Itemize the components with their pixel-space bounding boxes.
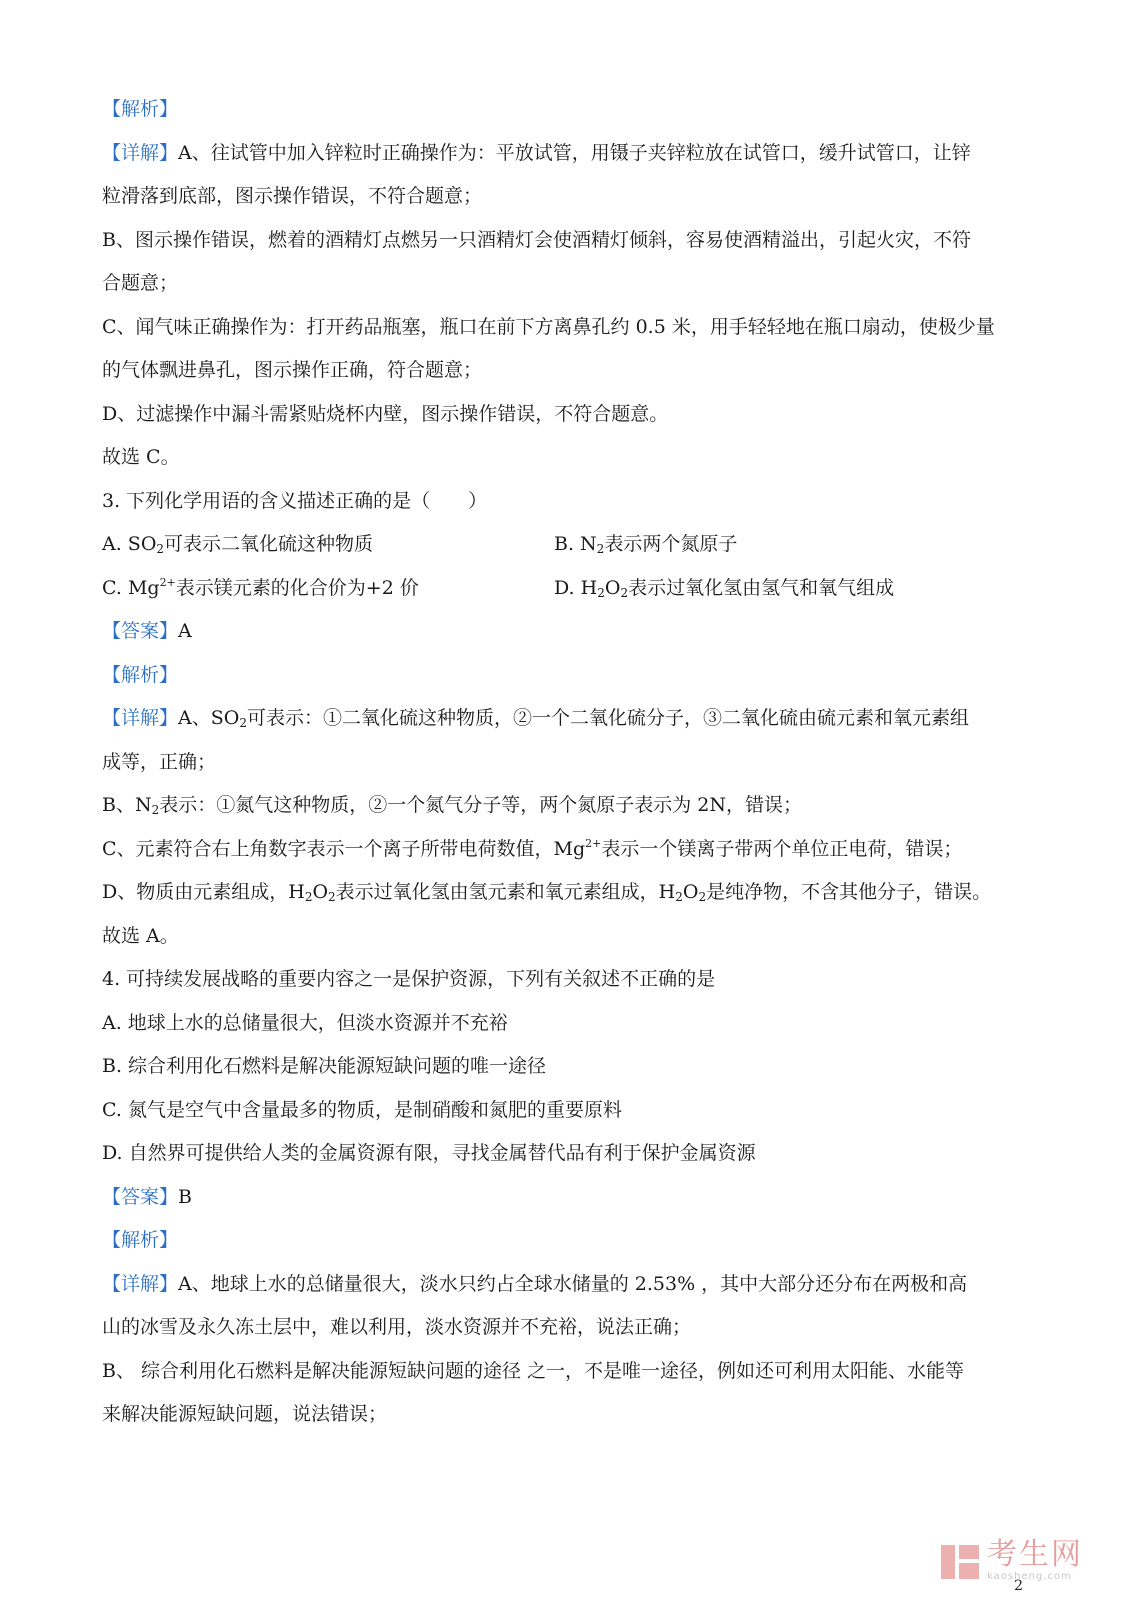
option-a: A. $SO_2$可表示二氧化硫这种物质 — [102, 533, 374, 556]
paragraph: D、物质由元素组成，$H_2O_2$表示过氧化氢由氢元素和氧元素组成，$H_2O_2$是纯净物，不含其他分子，错误。 — [102, 881, 992, 904]
paragraph: 【详解】A、地球上水的总储量很大，淡水只约占全球水储量的 2.53% ，其中大部分还分布在两极和高 — [102, 1272, 968, 1295]
page-number: 2 — [1014, 1578, 1023, 1594]
paragraph: B、图示操作错误，燃着的酒精灯点燃另一只酒精灯会使酒精灯倾斜，容易使酒精溢出，引起火灾，不符 — [102, 228, 971, 251]
detail-tag: 【详解】 — [102, 141, 179, 164]
document-page — [102, 88, 1032, 1437]
analysis-heading: 【解析】 — [102, 98, 179, 120]
option-d: D. 自然界可提供给人类的金属资源有限，寻找金属替代品有利于保护金属资源 — [102, 1142, 756, 1164]
option-b: B. 综合利用化石燃料是解决能源短缺问题的唯一途径 — [102, 1055, 547, 1077]
watermark-logo — [941, 1539, 1083, 1582]
watermark-text: 考生网 — [987, 1537, 1083, 1572]
paragraph: 故选 C。 — [102, 446, 180, 468]
paragraph: B、$N_2$表示：①氮气这种物质，②一个氮气分子等，两个氮原子表示为 2N，错误； — [102, 794, 802, 817]
answer-line: 【答案】B — [102, 1185, 192, 1208]
paragraph: 【详解】A、往试管中加入锌粒时正确操作为：平放试管，用镊子夹锌粒放在试管口，缓升试管口，让锌 — [102, 141, 971, 164]
question-3-stem: 3. 下列化学用语的含义描述正确的是（ ） — [102, 489, 488, 512]
option-c: C. 氮气是空气中含量最多的物质，是制硝酸和氮肥的重要原料 — [102, 1098, 622, 1121]
answer-line: 【答案】A — [102, 620, 192, 642]
question-3-options-row-1 — [102, 523, 1032, 567]
paragraph: 合题意； — [102, 272, 179, 294]
option-c: C. $Mg^{2+}$表示镁元素的化合价为+2 价 — [102, 575, 419, 599]
paragraph: 山的冰雪及永久冻土层中，难以利用，淡水资源并不充裕，说法正确； — [102, 1316, 692, 1338]
paragraph: 的气体飘进鼻孔，图示操作正确，符合题意； — [102, 359, 483, 381]
paragraph: C、闻气味正确操作为：打开药品瓶塞，瓶口在前下方离鼻孔约 0.5 米，用手轻轻地在瓶口扇动，使极少量 — [102, 315, 995, 338]
paragraph: 成等，正确； — [102, 750, 217, 773]
watermark-url: kaosheng.com — [987, 1571, 1072, 1582]
option-d: D. $H_2O_2$表示过氧化氢由氢气和氧气组成 — [554, 576, 895, 600]
paragraph: C、元素符合右上角数字表示一个离子所带电荷数值，$Mg^{2+}$表示一个镁离子带两个单位正电荷，错误； — [102, 836, 963, 860]
analysis-heading: 【解析】 — [102, 1229, 179, 1251]
kaosheng-logo-icon — [941, 1541, 981, 1581]
question-3-options-row-2 — [102, 567, 1032, 611]
option-b: B. $N_2$表示两个氮原子 — [554, 533, 738, 556]
option-a: A. 地球上水的总储量很大，但淡水资源并不充裕 — [102, 1011, 508, 1034]
paragraph: 来解决能源短缺问题，说法错误； — [102, 1403, 388, 1425]
analysis-heading: 【解析】 — [102, 663, 179, 686]
paragraph: D、过滤操作中漏斗需紧贴烧杯内壁，图示操作错误，不符合题意。 — [102, 402, 669, 425]
paragraph: 粒滑落到底部，图示操作错误，不符合题意； — [102, 185, 483, 207]
paragraph: 【详解】A、$SO_2$可表示：①二氧化硫这种物质，②一个二氧化硫分子，③二氧化硫由硫元素和氧元素组 — [102, 707, 969, 730]
question-4-stem: 4. 可持续发展战略的重要内容之一是保护资源，下列有关叙述不正确的是 — [102, 968, 716, 990]
paragraph: B、 综合利用化石燃料是解决能源短缺问题的途径 之一，不是唯一途径，例如还可利用太阳能、水能等 — [102, 1359, 965, 1382]
paragraph: 故选 A。 — [102, 924, 179, 947]
